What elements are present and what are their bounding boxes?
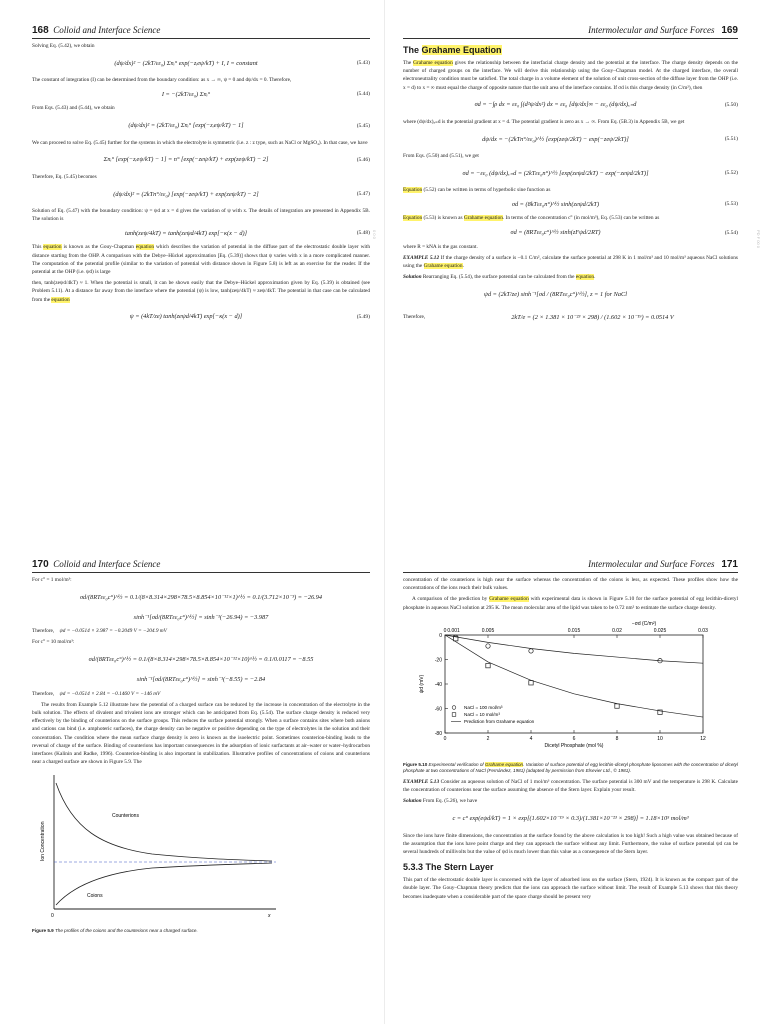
page-number: 171 [721, 559, 738, 570]
legend-symbol-square [452, 713, 456, 717]
top-tick-label: 0.025 [653, 627, 667, 634]
running-title: Intermolecular and Surface Forces [588, 559, 715, 569]
y-axis-label: Ion Concentration [40, 821, 46, 862]
paragraph: Therefore, Eq. (5.45) becomes [32, 173, 97, 180]
paragraph: From Eqs. (5.43) and (5.44), we obtain [32, 105, 115, 112]
top-axis-label: −σd (C/m²) [631, 620, 657, 627]
top-tick-label: 0.03 [698, 627, 708, 634]
legend-label: Prediction from Grahame equation [464, 718, 535, 724]
x-axis-label: x [268, 913, 271, 920]
paragraph: Solution of Eq. (5.47) with the boundary condition: ψ = ψd at x = d gives the variation of ψ with x. The details of integration are presented in Appendix 5B. The solution is [32, 208, 370, 223]
running-head [403, 16, 738, 39]
y-tick-label: -40 [434, 681, 442, 688]
legend-label: NaCl = 100 mol/m³ [464, 704, 503, 710]
equation-calc: Therefore, 2kT/e = (2 × 1.381 × 10⁻²³ × 298) / (1.602 × 10⁻¹⁹) = 0.0514 V [403, 313, 674, 321]
data-point-square [529, 680, 533, 684]
equation-5-49: ψ = (4kT/ze) tanh(zeψd/4kT) exp[−κ(x − d)] (5.49) [129, 313, 370, 321]
paragraph: For c° = 1 mol/m³: [32, 577, 72, 583]
paragraph: For c° = 10 mol/m³: [32, 639, 75, 646]
coions-label: Coions [87, 893, 103, 900]
paragraph: Therefore, ψd = −0.0514 × 3.987 = −0.2049 V = −204.9 mV [32, 628, 167, 635]
y-tick-label: -60 [434, 706, 442, 713]
page-number: 170 [32, 559, 49, 570]
section-heading: 5.3.3 The Stern Layer [403, 862, 494, 873]
top-tick-label: 0 [443, 627, 447, 634]
paragraph: The results from Example 5.12 illustrate how the potential of a charged surface can be reduced by the increase in concentration of the electrolyte in the bulk solution. The effects of divalent and trivalent ions are stronger which can be anticipated from Eq. (5.54). The surface charge density is reduced very effectively by the binding of counterions on the surface groups. This reduces the surface potential strongly. When a surface contains sites where both anions and cations can bind (i.e. amphoteric surfaces), the charge density can be negative or positive depending on the type of electrolytes in the solution and their concentration. The condition where the mean surface charge density is zero is known as the isoelectric point. Sometimes counterion-binding leads to the reversal of charge of the surface. Binding of counterions has important consequences in the adsorption of ionic surfactants at air–water or water–hydrocarbon interfaces (Kalinin and Radke, 1996). Counterion-binding is also important in stabilization. Illustrative profiles of concentrations of coions and counterions near a charged surface are shown in Figure 5.9. The [32, 701, 370, 766]
running-head [32, 16, 370, 39]
running-head [32, 550, 370, 573]
equation-5-54: σd = (8RTεε₀c°)^½ sinh(zFψd/2RT) (5.54) [510, 229, 738, 237]
ion-profile-diagram [32, 769, 282, 921]
equation-5-46: Σnᵢ° [exp(−zᵢeψ/kT) − 1] = n° [exp(−zeψ/kT) + exp(zeψ/kT) − 2] (5.46) [103, 156, 370, 164]
x-tick-label: 2 [486, 735, 490, 742]
origin-label: 0 [51, 913, 54, 920]
equation-5-51: dψ/dx = −(2kTn°/εε₀)^½ [exp(zeψ/2kT) − exp(−zeψ/2kT)] (5.51) [482, 135, 738, 143]
data-point-square [615, 704, 619, 708]
x-tick-label: 0 [443, 735, 447, 742]
running-title: Colloid and Interface Science [53, 559, 161, 569]
equation-5-43: (dψ/dx)² − (2kT/εε₀) Σnᵢ° exp(−zᵢeψ/kT) + I, I = constant (5.43) [114, 59, 370, 67]
page-170 [0, 512, 384, 1024]
figure-5-9 [32, 769, 370, 935]
calc-line: sinh⁻¹[σd/(8RTεε₀c°)^½] = sinh⁻¹(−26.94) = −3.987 [133, 613, 269, 621]
equation-5-48: tanh(zeψ/4kT) = tanh(zeψd/4kT) exp[−κ(x − d)] (5.48) [124, 229, 370, 237]
counterions-label: Counterions [112, 813, 139, 820]
paragraph: This part of the electrostatic double layer is concerned with the layer of adsorbed ions on the surface (Stern, 1924). It is known as the compact part of the double layer. The Gouy–Chapman theory predicts that the ions can approach the surface without limit. The result of Example 5.13 shows that this theory becomes inadequate when a considerable part of the space charge should be present very [403, 877, 738, 900]
running-title: Colloid and Interface Science [53, 25, 161, 35]
top-tick-label: 0.001 [447, 627, 460, 634]
paragraph: This equation is known as the Gouy-Chapman equation which describes the variation of potential in the diffuse part of the electrostatic double layer with distance starting from the OHP. A comparison with the Debye–Hückel approximation [Eq. (5.39)] shows that ψ varies with x in a more complicated manner. The computation of the potential profile (similar to the variation of potential with distance shown in Figure 5.8) is left as an exercise for the reader. If the potential at the OHP (i.e. ψd) is large [32, 244, 370, 276]
page-169 [384, 0, 768, 512]
top-tick-label: 0.015 [567, 627, 581, 634]
y-tick-label: 0 [439, 632, 442, 639]
y-tick-label: -80 [434, 730, 442, 737]
example-5-13: EXAMPLE 5.13 Consider an aqueous solution of NaCl of 1 mol/m³ concentration. The surface potential is 300 mV and the temperature is 298 K. Calculate the concentration of counterions near the surface assuming the absence of the Stern layer. Explain your result. [403, 779, 738, 794]
x-tick-label: 4 [529, 735, 533, 742]
data-point-circle [486, 644, 490, 648]
figure-caption: Figure 5.9 The profiles of the coions and the counterions near a charged surface. [32, 928, 198, 934]
margin-mark: PD F 00 0 [756, 230, 761, 249]
example-5-12: EXAMPLE 5.12 If the charge density of a surface is −0.1 C/m², calculate the surface potential at 298 K in 1 mol/m³ and 10 mol/m³ aqueous NaCl solutions using the Grahame equation. [403, 254, 738, 270]
paragraph: concentration of the counterions is high near the surface whereas the concentration of the coions is less, as expected. These profiles show how the concentrations of the ions reach their bulk values. [403, 577, 738, 592]
calc-line: σd/(8RTεε₀c°)^½ = 0.1/(8×8.314×298×78.5×8.854×10⁻¹²×10)^½ = 0.1/0.0117 = −8.55 [88, 656, 314, 664]
equation-concentration: c = c° exp(eψd/kT) = 1 × exp[(1.602×10⁻¹⁹ × 0.3)/(1.381×10⁻²³ × 298)] = 1.18×10⁵ mol/m³ [452, 815, 689, 823]
surface-potential-chart [403, 615, 733, 755]
figure-5-10 [403, 615, 738, 775]
page-number: 168 [32, 25, 49, 36]
paragraph: Equation (5.52) can be written in terms of hyperbolic sine function as [403, 187, 551, 194]
paragraph: A comparison of the prediction by Grahame equation with experimental data is shown in Figure 5.10 for the surface potential of egg lecithin-dicetyl phosphate in aqueous NaCl solution at 295 K. The mean molecular area of the lipid was taken to be 0.72 nm² to estimate the surface charge density. [403, 596, 738, 611]
paragraph: Equation (5.53) is known as Grahame equation. In terms of the concentration c° (in mol/m³), Eq. (5.53) can be written as [403, 215, 660, 222]
paragraph: then, tanh(zeψd/4kT) ≈ 1. When the potential is small, it can be shown easily that the Debye–Hückel approximation given by Eq. (5.39) is obtained (see Problem 5.11). At a distance far away from the interface where the potential (ψ) is low, tanh(zeψ/4kT) ≈ zeψ/4kT. The potential in that case can be calculated from the equation [32, 280, 370, 303]
page-171 [384, 512, 768, 1024]
top-tick-label: 0.005 [481, 627, 495, 634]
data-point-square [486, 663, 490, 667]
solution: Solution Rearranging Eq. (5.54), the surface potential can be calculated from the equation. [403, 274, 596, 281]
top-tick-label: 0.02 [612, 627, 622, 634]
chart-marks [445, 635, 703, 724]
paragraph: where R = kNA is the gas constant. [403, 243, 478, 250]
equation-psi: ψd = (2kT/ze) sinh⁻¹[σd / (8RTεε₀c°)^½], z = 1 for NaCl [484, 290, 627, 298]
x-tick-label: 8 [615, 735, 619, 742]
paragraph: Since the ions have finite dimensions, the concentration at the surface found by the above calculation is too high! Such a high value was obtained because of the assumption that the ions have point charge and they can approach the surface without any limit. Furthermore, the value of surface potential ψd can be several hundreds of millivolts but the value of ψd is much lower than this value as a consequence of the Stern layer. [403, 832, 738, 856]
x-axis-label: Dicetyl Phosphate (mol %) [544, 742, 604, 749]
equation-5-44: I = −(2kT/εε₀) Σnᵢ° (5.44) [161, 90, 370, 98]
equation-5-47: (dψ/dx)² = (2kTn°/εε₀) [exp(−zeψ/kT) + exp(zeψ/kT) − 2] (5.47) [113, 190, 370, 198]
chart-axes [419, 621, 708, 749]
page-number: 169 [721, 25, 738, 36]
legend-symbol-circle [452, 706, 456, 710]
bottom-spread [0, 512, 768, 1024]
y-tick-label: -20 [434, 657, 442, 664]
paragraph: We can proceed to solve Eq. (5.45) further for the systems in which the electrolyte is symmetric (i.e. z : z type, such as NaCl or MgSO₄). In that case, we have [32, 139, 368, 146]
counterion-curve [56, 783, 272, 861]
equation-5-50: σd = −∫ρ dx = εε₀ ∫(d²ψ/dx²) dx = εε₀ [dψ/dx]∞ − εε₀ (dψ/dx)ₓ₌d (5.50) [474, 101, 738, 109]
section-heading: The Grahame Equation [403, 45, 502, 55]
paragraph: The Grahame equation gives the relationship between the interfacial charge density and the potential at the interface. The charge density depends on the number of charged groups on the interface. We will derive this relationship using the Gouy–Chapman model. At the charged interface, the overall electroneutrality condition must be satisfied. The total charge in a volume element of the solution of unit cross-section of the diffuse layer from the OHP (i.e. x = d) to x = ∞ must equal the charge of opposite nature that the unit area of the interface contains. If σd is this charge density (in C/m²), then [403, 60, 738, 91]
equation-5-45: (dψ/dx)² = (2kT/εε₀) Σnᵢ° [exp(−zᵢeψ/kT) − 1] (5.45) [128, 122, 370, 130]
solution: Solution From Eq. (5.26), we have [403, 798, 478, 805]
equation-5-52: σd = −εε₀ (dψ/dx)ₓ₌d = (2kTεε₀n°)^½ [exp(zeψd/2kT) − exp(−zeψd/2kT)] (5.52) [462, 169, 738, 177]
figure-caption: Figure 5.10 Experimental verification of Grahame equation. Variation of surface potential of egg lecithin-dicetyl phosphate liposomes with the concentration of dicetyl phosphate at two concentrations of NaCl (Fernández, 1981) (adapted by permission from Elsevier Ltd., © 1981). [403, 761, 738, 774]
paragraph: Therefore, ψd = −0.0514 × 2.84 = −0.1460 V = −146 mV [32, 690, 161, 697]
running-head [403, 550, 738, 573]
margin-mark: 0 0 0 [372, 230, 377, 239]
x-tick-label: 10 [657, 735, 663, 742]
data-point-circle [529, 649, 533, 653]
calc-line: σd/(8RTεε₀c°)^½ = 0.1/(8×8.314×298×78.5×8.854×10⁻¹²×1)^½ = 0.1/(3.712×10⁻³) = −26.94 [79, 593, 323, 601]
page-168 [0, 0, 384, 512]
legend-label: NaCl = 10 mol/m³ [464, 711, 500, 717]
paragraph: Solving Eq. (5.42), we obtain [32, 43, 95, 49]
paragraph: The constant of integration (I) can be determined from the boundary condition: as x → ∞, ψ = 0 and dψ/dx = 0. Therefore, [32, 77, 292, 84]
x-tick-label: 12 [700, 735, 706, 742]
x-tick-label: 6 [572, 735, 576, 742]
paragraph: where (dψ/dx)ₓ₌d is the potential gradient at x = d. The potential gradient is zero as x → ∞. From Eq. (5B.3) in Appendix 5B, we get [403, 118, 685, 125]
paragraph: From Eqs. (5.50) and (5.51), we get [403, 153, 479, 160]
calc-line: sinh⁻¹[σd/(8RTεε₀c°)^½] = sinh⁻¹(−8.55) = −2.84 [136, 676, 266, 684]
equation-5-53: σd = (8kTεε₀n°)^½ sinh(zeψd/2kT) (5.53) [511, 200, 738, 208]
running-title: Intermolecular and Surface Forces [588, 25, 715, 35]
y-axis-label: ψd (mV) [419, 674, 425, 694]
